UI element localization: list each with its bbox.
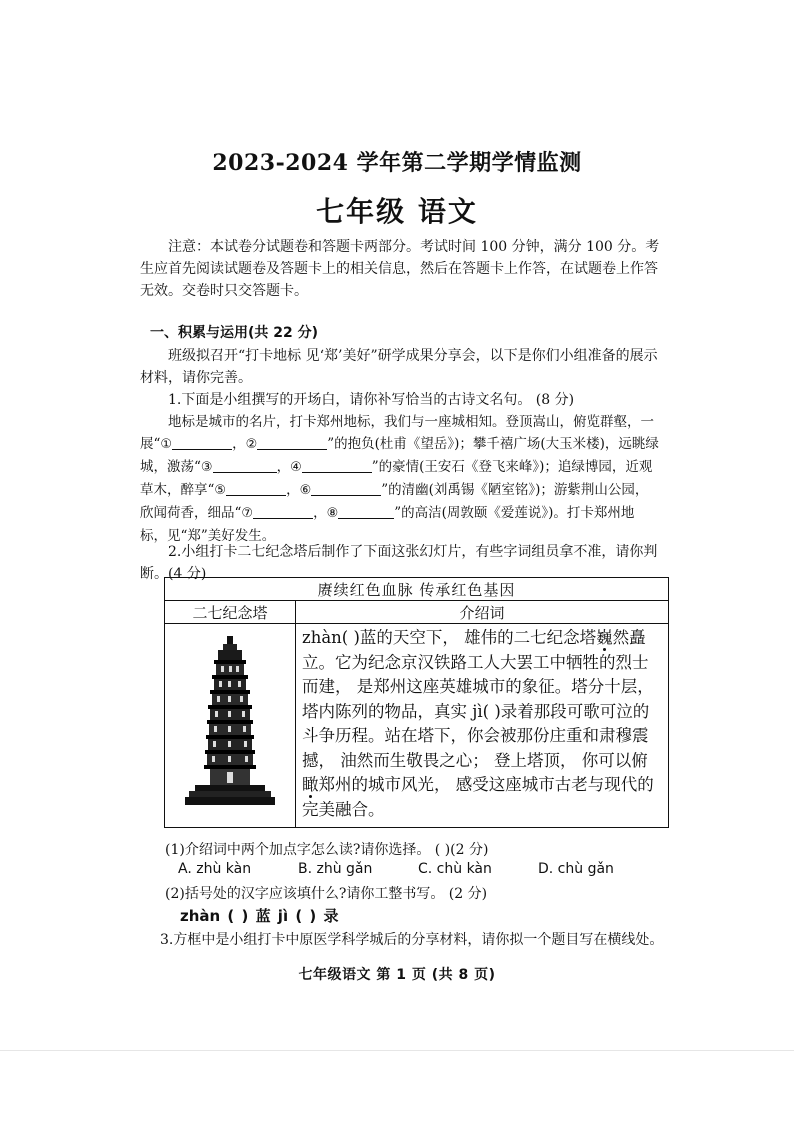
option-b[interactable]: B. zhù gǎn — [298, 861, 373, 877]
fill-in-line: zhàn ( ) 蓝 jì ( ) 录 — [180, 907, 339, 925]
slide-title: 赓续红色血脉 传承红色基因 — [165, 578, 669, 601]
tower-image — [185, 636, 275, 811]
option-a[interactable]: A. zhù kàn — [178, 861, 252, 877]
answer-blank-7[interactable] — [253, 504, 313, 519]
answer-blank-8[interactable] — [338, 504, 394, 519]
q1-text-1: 地标是城市的名片，打卡郑州地标，我们与一座城相知。登顶嵩山，俯览群壑，一展“ — [140, 414, 654, 452]
answer-blank-2[interactable] — [257, 435, 327, 450]
question-2-sub-2: (2)括号处的汉字应该填什么?请你工整书写。 (2 分) — [165, 886, 488, 902]
slide-col-tower: 二七纪念塔 — [165, 601, 296, 624]
exam-title: 2023-2024 学年第二学期学情监测 — [212, 150, 582, 176]
blank-number-1: ① — [160, 437, 173, 452]
blank-number-2: ② — [245, 437, 258, 452]
slide-intro-text — [296, 624, 669, 828]
question-1-prompt: 1.下面是小组撰写的开场白，请你补写恰当的古诗文名句。 (8 分) — [168, 392, 575, 408]
bottom-separator — [0, 1050, 794, 1051]
q1-text-3: ”的豪情(王安石《登飞来峰》)；追绿博园，近观草木，醉享“ — [140, 459, 653, 498]
q1-comma: ， — [276, 459, 291, 475]
intro-text-d: 郑州的城市风光， 感受这座城市古老与现代的完美融合。 — [302, 775, 654, 819]
exam-subtitle: 七年级 语文 — [316, 195, 478, 228]
section-intro: 班级拟召开“打卡地标 见‘郑’美好”研学成果分享会，以下是你们小组准备的展示材料，请你完善。 — [140, 348, 658, 386]
question-3-prompt: 3.方框中是小组打卡中原医学科学城后的分享材料，请你拟一个题目写在横线处。 — [160, 932, 664, 948]
q1-comma: ， — [313, 505, 327, 521]
q1-comma: ， — [232, 436, 246, 452]
q1-comma: ， — [286, 482, 300, 498]
choice-options — [178, 861, 658, 877]
option-d[interactable]: D. chù gǎn — [538, 861, 614, 877]
dotted-char-1: 巍 — [596, 628, 613, 647]
answer-blank-4[interactable] — [302, 458, 372, 473]
intro-text-c: 俯 — [631, 750, 648, 770]
q1-text-5: ”的高洁(周敦颐《爱莲说》)。打卡郑州地标，见“郑”美好发生。 — [140, 505, 635, 544]
intro-text-b: 然矗立。它为纪念京汉铁路工人大罢工中牺牲的烈士而建， 是郑州这座英雄城市的象征。塔分十层， 塔内陈列的物品，真实 jì( )录着那段可歌可泣的斗争历程。站在塔下，你会被那份庄重和肃穆震撼， 油然而生敬畏之心； 登上塔顶， 你可以 — [302, 628, 654, 770]
notice-text: 注意：本试卷分试题卷和答题卡两部分。考试时间 100 分钟，满分 100 分。考生应首先阅读试题卷及答题卡上的相关信息，然后在答题卡上作答，在试题卷上作答无效。交卷时只交答题卡。 — [140, 239, 660, 299]
question-1-body — [140, 411, 660, 547]
page-footer: 七年级语文 第 1 页 (共 8 页) — [298, 967, 496, 983]
answer-blank-5[interactable] — [226, 481, 286, 496]
answer-blank-1[interactable] — [172, 435, 232, 450]
question-2-sub-1: (1)介绍词中两个加点字怎么读?请你选择。 ( )(2 分) — [165, 842, 489, 858]
blank-number-3: ③ — [200, 460, 213, 475]
tower-image-cell — [165, 624, 296, 828]
intro-text-a: zhàn( )蓝的天空下， 雄伟的二七纪念塔 — [302, 628, 597, 647]
dotted-char-2: 瞰 — [302, 775, 319, 794]
blank-number-6: ⑥ — [299, 483, 312, 498]
answer-blank-3[interactable] — [213, 458, 277, 473]
section-heading: 一、积累与运用(共 22 分) — [150, 325, 319, 341]
slide-table — [164, 577, 669, 828]
option-c[interactable]: C. chù kàn — [418, 861, 492, 877]
question-2-prompt: 2.小组打卡二七纪念塔后制作了下面这张幻灯片，有些字词组员拿不准，请你判断。(4 分) — [140, 544, 658, 582]
answer-blank-6[interactable] — [311, 481, 381, 496]
blank-number-4: ④ — [290, 460, 302, 475]
slide-col-intro: 介绍词 — [296, 601, 669, 624]
blank-number-7: ⑦ — [241, 506, 254, 521]
q1-text-2: ”的抱负(杜甫《望岳》)；攀千禧广场(大玉米楼)，远眺绿城，激荡“ — [140, 436, 659, 475]
blank-number-5: ⑤ — [214, 483, 227, 498]
q1-text-4: ”的清幽(刘禹锡《陋室铭》)；游紫荆山公园，欣闻荷香，细品“ — [140, 482, 649, 521]
blank-number-8: ⑧ — [326, 506, 339, 521]
